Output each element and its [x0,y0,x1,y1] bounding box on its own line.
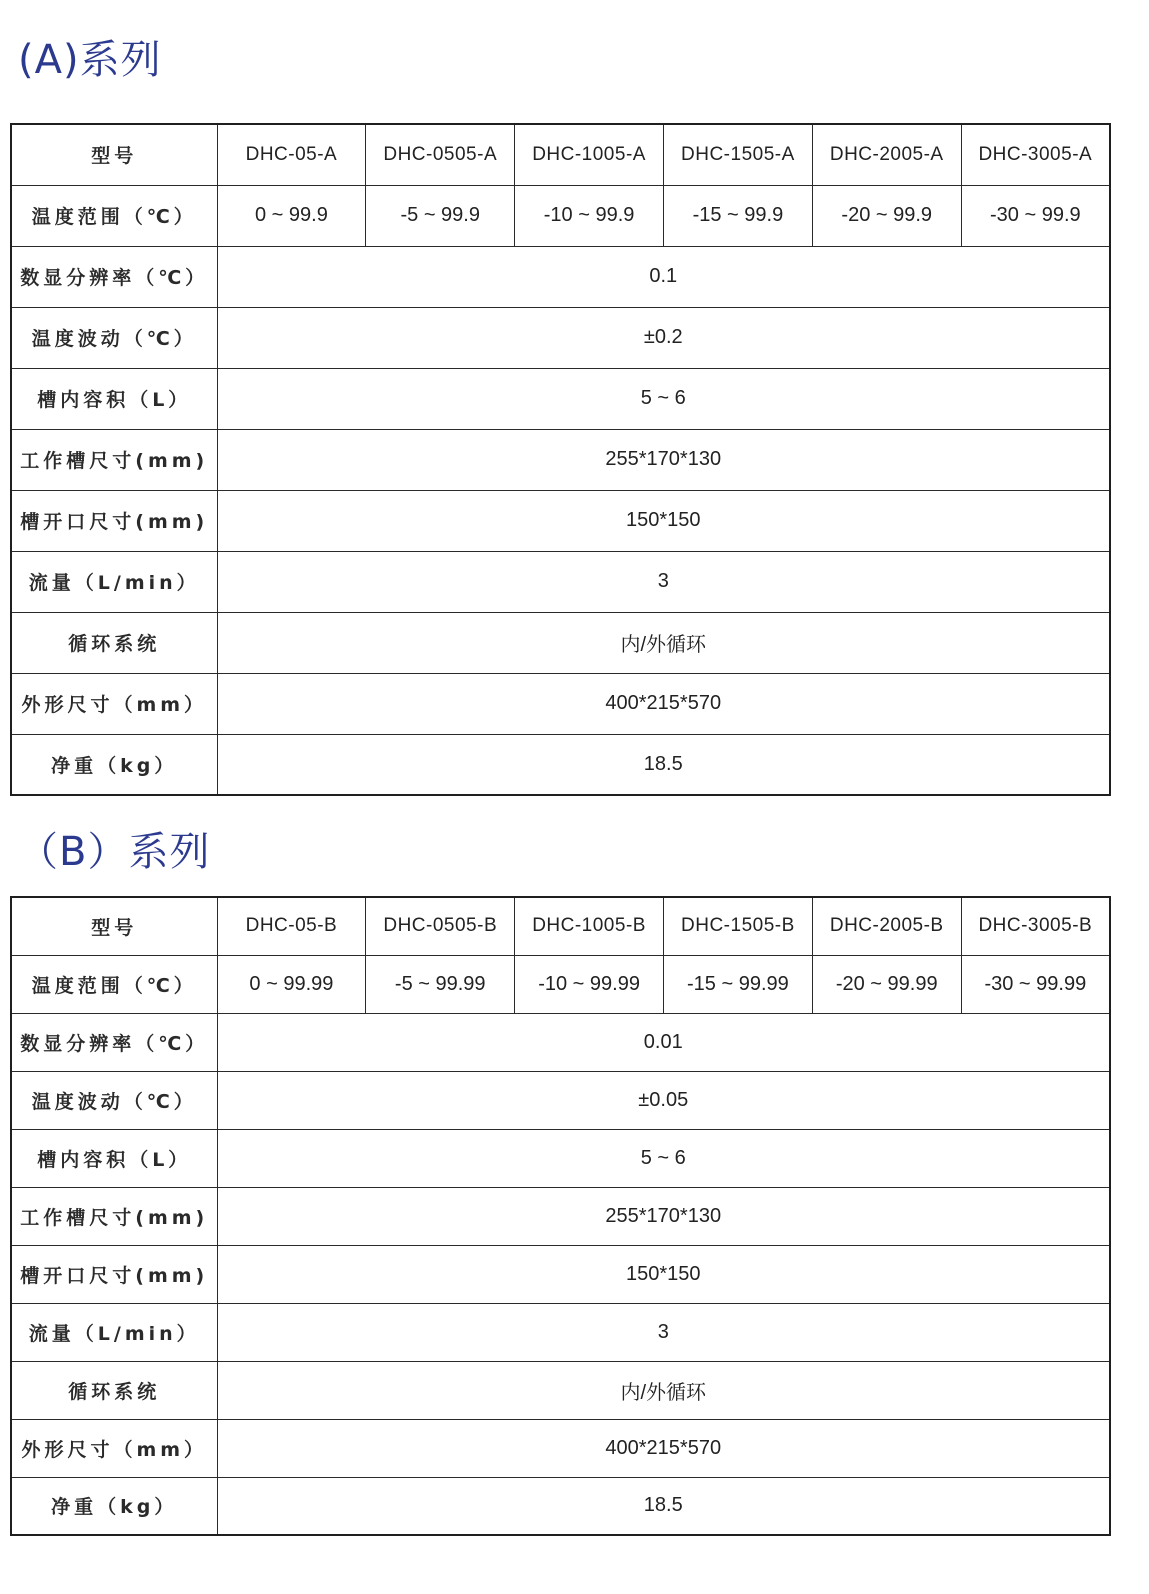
spec-value: 5 ~ 6 [217,368,1110,429]
row-label: 数显分辨率（℃） [11,246,217,307]
row-label: 流量（L/min） [11,551,217,612]
temp-range-row [11,955,1110,1013]
row-label: 温度范围（℃） [11,955,217,1013]
spec-row [11,1013,1110,1071]
spec-row [11,307,1110,368]
row-label: 工作槽尺寸(mm) [11,1187,217,1245]
spec-value: 255*170*130 [217,429,1110,490]
spec-row [11,1419,1110,1477]
row-label: 外形尺寸（mm） [11,1419,217,1477]
temp-range-value: -30 ~ 99.9 [961,185,1110,246]
spec-value: 内/外循环 [217,1361,1110,1419]
spec-value: 400*215*570 [217,673,1110,734]
series-b-title: （B）系列 [18,829,211,875]
temp-range-value: -15 ~ 99.9 [663,185,812,246]
temp-range-value: -10 ~ 99.99 [515,955,664,1013]
model-name: DHC-0505-A [366,124,515,185]
spec-row [11,1477,1110,1535]
temp-range-value: -20 ~ 99.99 [812,955,961,1013]
spec-row [11,1361,1110,1419]
spec-value: 3 [217,1303,1110,1361]
model-name: DHC-3005-B [961,897,1110,955]
row-label: 工作槽尺寸(mm) [11,429,217,490]
row-label: 循环系统 [11,612,217,673]
spec-row [11,1245,1110,1303]
spec-row [11,612,1110,673]
model-name: DHC-1505-B [663,897,812,955]
model-name: DHC-3005-A [961,124,1110,185]
row-label: 循环系统 [11,1361,217,1419]
spec-row [11,490,1110,551]
spec-value: 150*150 [217,1245,1110,1303]
model-name: DHC-1505-A [663,124,812,185]
spec-value: 18.5 [217,734,1110,795]
temp-range-value: -10 ~ 99.9 [515,185,664,246]
model-name: DHC-2005-B [812,897,961,955]
spec-row [11,1303,1110,1361]
spec-value: 3 [217,551,1110,612]
spec-row [11,1129,1110,1187]
row-label: 型号 [11,124,217,185]
spec-row [11,734,1110,795]
spec-row [11,1187,1110,1245]
row-label: 槽内容积（L） [11,368,217,429]
spec-value: 5 ~ 6 [217,1129,1110,1187]
row-label: 净重（kg） [11,734,217,795]
series-b-spec-table [10,896,1111,1536]
model-name: DHC-1005-B [515,897,664,955]
temp-range-value: -30 ~ 99.99 [961,955,1110,1013]
row-label: 型号 [11,897,217,955]
row-label: 槽内容积（L） [11,1129,217,1187]
spec-value: ±0.05 [217,1071,1110,1129]
model-header-row [11,124,1110,185]
model-name: DHC-05-A [217,124,366,185]
row-label: 温度范围（℃） [11,185,217,246]
spec-row [11,368,1110,429]
spec-row [11,246,1110,307]
temp-range-value: -5 ~ 99.99 [366,955,515,1013]
spec-value: 内/外循环 [217,612,1110,673]
row-label: 温度波动（℃） [11,1071,217,1129]
temp-range-value: 0 ~ 99.99 [217,955,366,1013]
temp-range-value: -5 ~ 99.9 [366,185,515,246]
temp-range-row [11,185,1110,246]
row-label: 数显分辨率（℃） [11,1013,217,1071]
temp-range-value: -20 ~ 99.9 [812,185,961,246]
row-label: 净重（kg） [11,1477,217,1535]
series-a-title: (A)系列 [18,37,162,83]
spec-value: 0.01 [217,1013,1110,1071]
model-header-row [11,897,1110,955]
row-label: 外形尺寸（mm） [11,673,217,734]
row-label: 温度波动（℃） [11,307,217,368]
spec-value: 400*215*570 [217,1419,1110,1477]
row-label: 槽开口尺寸(mm) [11,1245,217,1303]
spec-value: 0.1 [217,246,1110,307]
temp-range-value: -15 ~ 99.99 [663,955,812,1013]
temp-range-value: 0 ~ 99.9 [217,185,366,246]
series-a-spec-table [10,123,1111,796]
row-label: 流量（L/min） [11,1303,217,1361]
spec-value: 18.5 [217,1477,1110,1535]
model-name: DHC-0505-B [366,897,515,955]
spec-value: ±0.2 [217,307,1110,368]
spec-row [11,1071,1110,1129]
model-name: DHC-05-B [217,897,366,955]
model-name: DHC-1005-A [515,124,664,185]
spec-value: 255*170*130 [217,1187,1110,1245]
spec-row [11,429,1110,490]
spec-row [11,673,1110,734]
spec-value: 150*150 [217,490,1110,551]
model-name: DHC-2005-A [812,124,961,185]
spec-row [11,551,1110,612]
row-label: 槽开口尺寸(mm) [11,490,217,551]
